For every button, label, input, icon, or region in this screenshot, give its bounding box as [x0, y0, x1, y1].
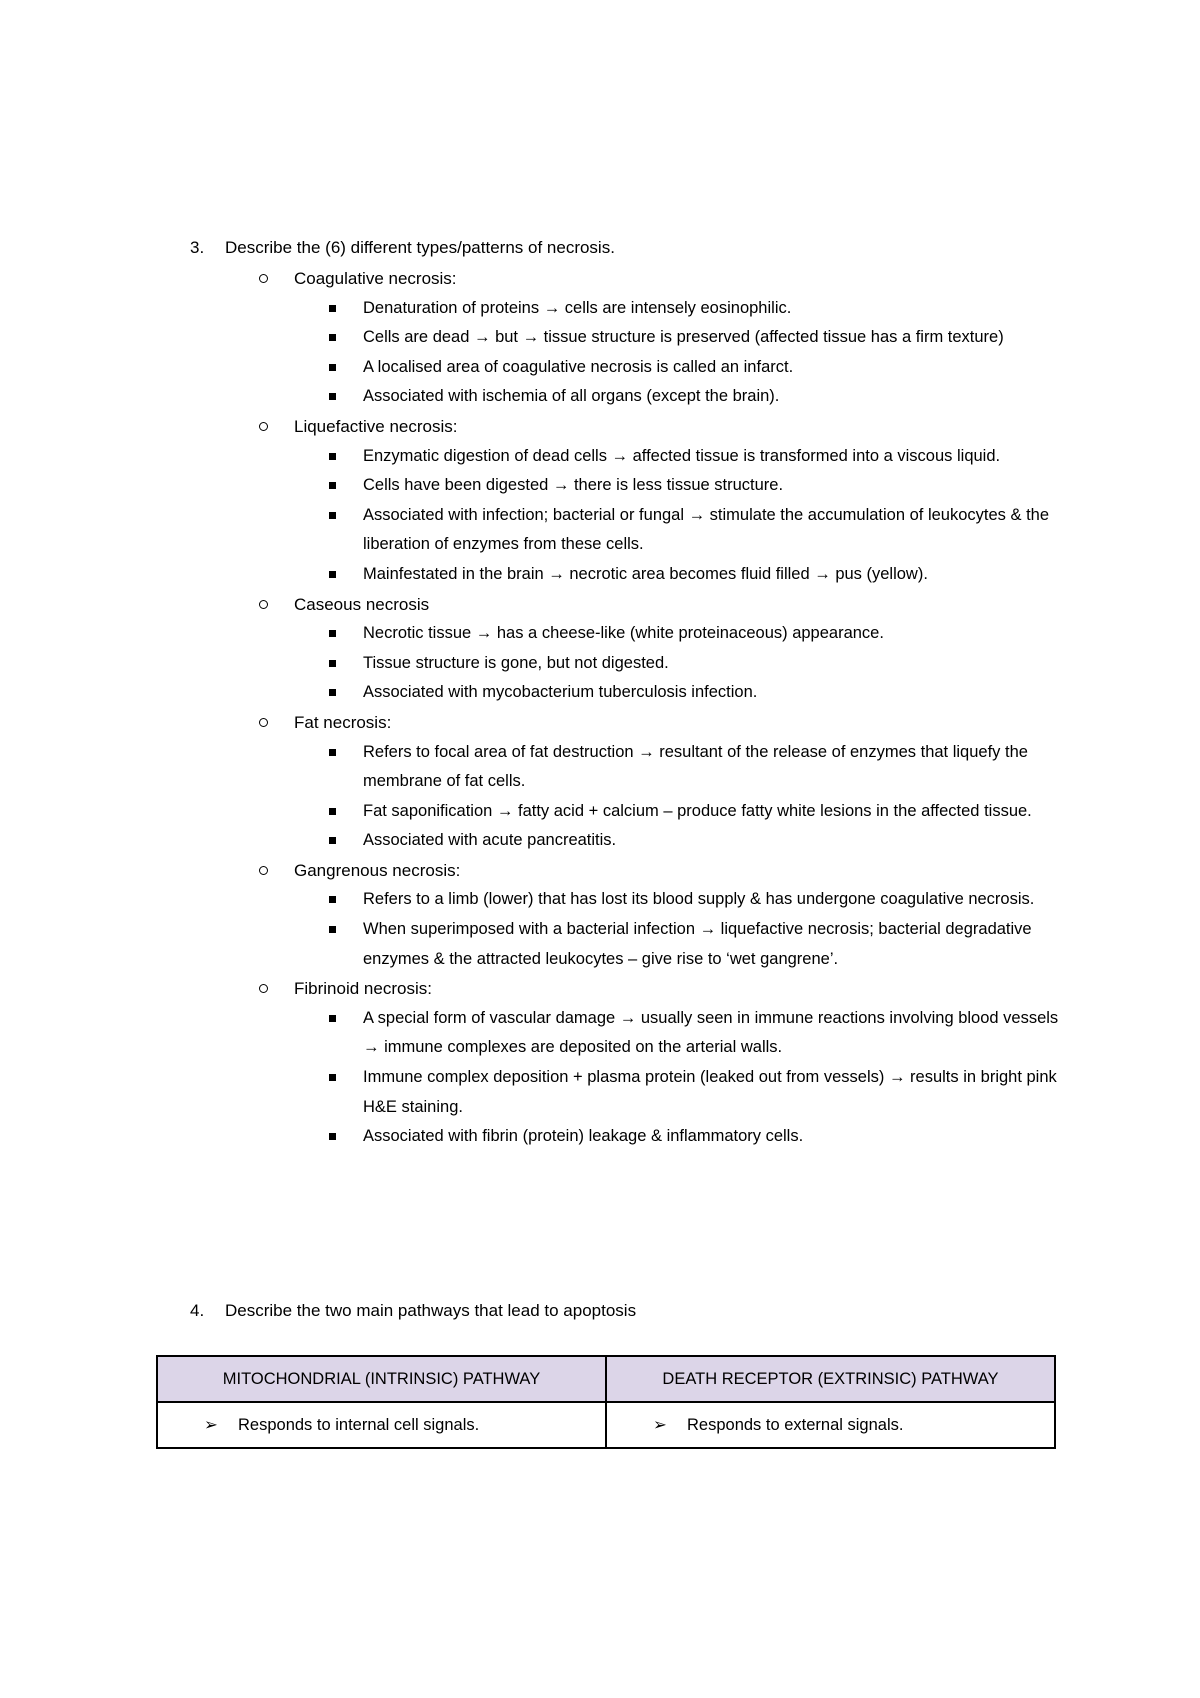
question-3-text: Describe the (6) different types/patterns of necrosis.: [225, 238, 615, 257]
necrosis-point-text: Refers to focal area of fat destruction → resultant of the release of enzymes that liquefy the membrane of fat cells.: [363, 742, 1028, 791]
list-item: [0, 294, 1063, 324]
necrosis-point-text: Associated with acute pancreatitis.: [363, 831, 617, 850]
square-bullet-icon: [329, 1015, 336, 1022]
necrosis-point-text: Associated with mycobacterium tuberculosis infection.: [363, 683, 758, 702]
circle-bullet-icon: [259, 600, 268, 609]
list-item: [0, 826, 1063, 856]
necrosis-type-item: [0, 974, 1200, 1152]
necrosis-point-text: Cells have been digested → there is less tissue structure.: [363, 476, 784, 495]
square-bullet-icon: [329, 689, 336, 696]
necrosis-points-list: [0, 738, 1200, 856]
question-3-number: 3.: [190, 238, 205, 257]
necrosis-type-item: [0, 264, 1200, 412]
necrosis-point-text: Fat saponification → fatty acid + calcium – produce fatty white lesions in the affected tissue.: [363, 801, 1032, 820]
necrosis-points-list: [0, 885, 1200, 974]
question-4-text: Describe the two main pathways that lead to apoptosis: [225, 1301, 637, 1320]
necrosis-type-item: [0, 590, 1200, 708]
list-item: [0, 797, 1063, 827]
necrosis-point-text: Cells are dead → but → tissue structure is preserved (affected tissue has a firm texture): [363, 328, 1004, 347]
list-item: [0, 619, 1063, 649]
circle-bullet-icon: [259, 422, 268, 431]
extrinsic-point: Responds to external signals.: [687, 1416, 904, 1434]
necrosis-type-title: Fat necrosis:: [294, 712, 392, 732]
intrinsic-point: Responds to internal cell signals.: [238, 1416, 480, 1434]
question-3-heading: [190, 237, 615, 259]
square-bullet-icon: [329, 1074, 336, 1081]
arrow-bullet-icon: ➢: [653, 1416, 667, 1434]
necrosis-points-list: [0, 1004, 1200, 1152]
square-bullet-icon: [329, 749, 336, 756]
necrosis-type-title: Coagulative necrosis:: [294, 269, 457, 288]
square-bullet-icon: [329, 630, 336, 637]
square-bullet-icon: [329, 571, 336, 578]
arrow-bullet-icon: ➢: [204, 1416, 218, 1434]
circle-bullet-icon: [259, 274, 268, 283]
necrosis-type-title-row: [0, 412, 1200, 442]
list-item: [0, 353, 1063, 383]
necrosis-type-title-row: [0, 856, 1200, 886]
square-bullet-icon: [329, 512, 336, 519]
necrosis-type-title: Liquefactive necrosis:: [294, 416, 458, 436]
square-bullet-icon: [329, 305, 336, 312]
necrosis-type-title: Fibrinoid necrosis:: [294, 979, 432, 999]
question-4-number: 4.: [190, 1301, 205, 1320]
square-bullet-icon: [329, 896, 336, 903]
necrosis-points-list: [0, 619, 1200, 708]
header-extrinsic-pathway: DEATH RECEPTOR (EXTRINSIC) PATHWAY: [606, 1356, 1055, 1402]
circle-bullet-icon: [259, 866, 268, 875]
list-item: [0, 885, 1063, 915]
list-item: [0, 501, 1063, 560]
list-item: [0, 915, 1063, 974]
square-bullet-icon: [329, 334, 336, 341]
necrosis-type-title: Gangrenous necrosis:: [294, 860, 461, 880]
square-bullet-icon: [329, 482, 336, 489]
square-bullet-icon: [329, 453, 336, 460]
necrosis-point-text: Refers to a limb (lower) that has lost its blood supply & has undergone coagulative necrosis.: [363, 890, 1035, 909]
necrosis-type-item: [0, 856, 1200, 974]
list-item: [0, 560, 1063, 590]
header-intrinsic-pathway: MITOCHONDRIAL (INTRINSIC) PATHWAY: [157, 1356, 606, 1402]
necrosis-point-text: Denaturation of proteins → cells are intensely eosinophilic.: [363, 298, 792, 317]
list-item: [0, 323, 1063, 353]
necrosis-point-text: A special form of vascular damage → usually seen in immune reactions involving blood vessels → immune complexes are deposited on the arterial walls.: [363, 1008, 1059, 1057]
necrosis-points-list: [0, 294, 1200, 412]
necrosis-type-title-row: [0, 974, 1200, 1004]
necrosis-type-item: [0, 412, 1200, 590]
table-row: [157, 1402, 1055, 1448]
necrosis-type-title: Caseous necrosis: [294, 594, 430, 614]
square-bullet-icon: [329, 926, 336, 933]
necrosis-type-title-row: [0, 264, 1200, 294]
necrosis-point-text: Associated with fibrin (protein) leakage & inflammatory cells.: [363, 1127, 804, 1146]
list-item: [0, 382, 1063, 412]
square-bullet-icon: [329, 1133, 336, 1140]
square-bullet-icon: [329, 837, 336, 844]
circle-bullet-icon: [259, 718, 268, 727]
necrosis-point-text: Necrotic tissue → has a cheese-like (white proteinaceous) appearance.: [363, 624, 884, 643]
list-item: [0, 738, 1063, 797]
square-bullet-icon: [329, 808, 336, 815]
necrosis-point-text: Enzymatic digestion of dead cells → affected tissue is transformed into a viscous liquid.: [363, 446, 1001, 465]
question-4-heading: [190, 1300, 636, 1322]
necrosis-type-title-row: [0, 590, 1200, 620]
list-item: [0, 1122, 1063, 1152]
necrosis-point-text: Immune complex deposition + plasma protein (leaked out from vessels) → results in bright pink H&E staining.: [363, 1068, 1057, 1116]
necrosis-point-text: Tissue structure is gone, but not digested.: [363, 653, 669, 672]
circle-bullet-icon: [259, 984, 268, 993]
list-item: [0, 1063, 1063, 1122]
list-item: [0, 442, 1063, 472]
apoptosis-pathways-table: [156, 1355, 1056, 1449]
square-bullet-icon: [329, 660, 336, 667]
list-item: [0, 678, 1063, 708]
necrosis-type-title-row: [0, 708, 1200, 738]
necrosis-point-text: A localised area of coagulative necrosis is called an infarct.: [363, 357, 794, 376]
extrinsic-cell: [606, 1402, 1055, 1448]
necrosis-point-text: Associated with infection; bacterial or fungal → stimulate the accumulation of leukocytes & the liberation of enzymes from these cells.: [363, 505, 1050, 554]
necrosis-point-text: Mainfestated in the brain → necrotic area becomes fluid filled → pus (yellow).: [363, 564, 928, 583]
necrosis-types-list: [0, 264, 1200, 1152]
necrosis-type-item: [0, 708, 1200, 856]
intrinsic-cell: [157, 1402, 606, 1448]
necrosis-point-text: When superimposed with a bacterial infection → liquefactive necrosis; bacterial degradative enzymes & the attracted leukocytes – give rise to ‘wet gangrene’.: [363, 920, 1032, 968]
necrosis-points-list: [0, 442, 1200, 590]
list-item: [0, 1004, 1063, 1063]
square-bullet-icon: [329, 364, 336, 371]
table-header-row: [157, 1356, 1055, 1402]
list-item: [0, 471, 1063, 501]
square-bullet-icon: [329, 393, 336, 400]
necrosis-point-text: Associated with ischemia of all organs (except the brain).: [363, 387, 780, 406]
list-item: [0, 649, 1063, 679]
